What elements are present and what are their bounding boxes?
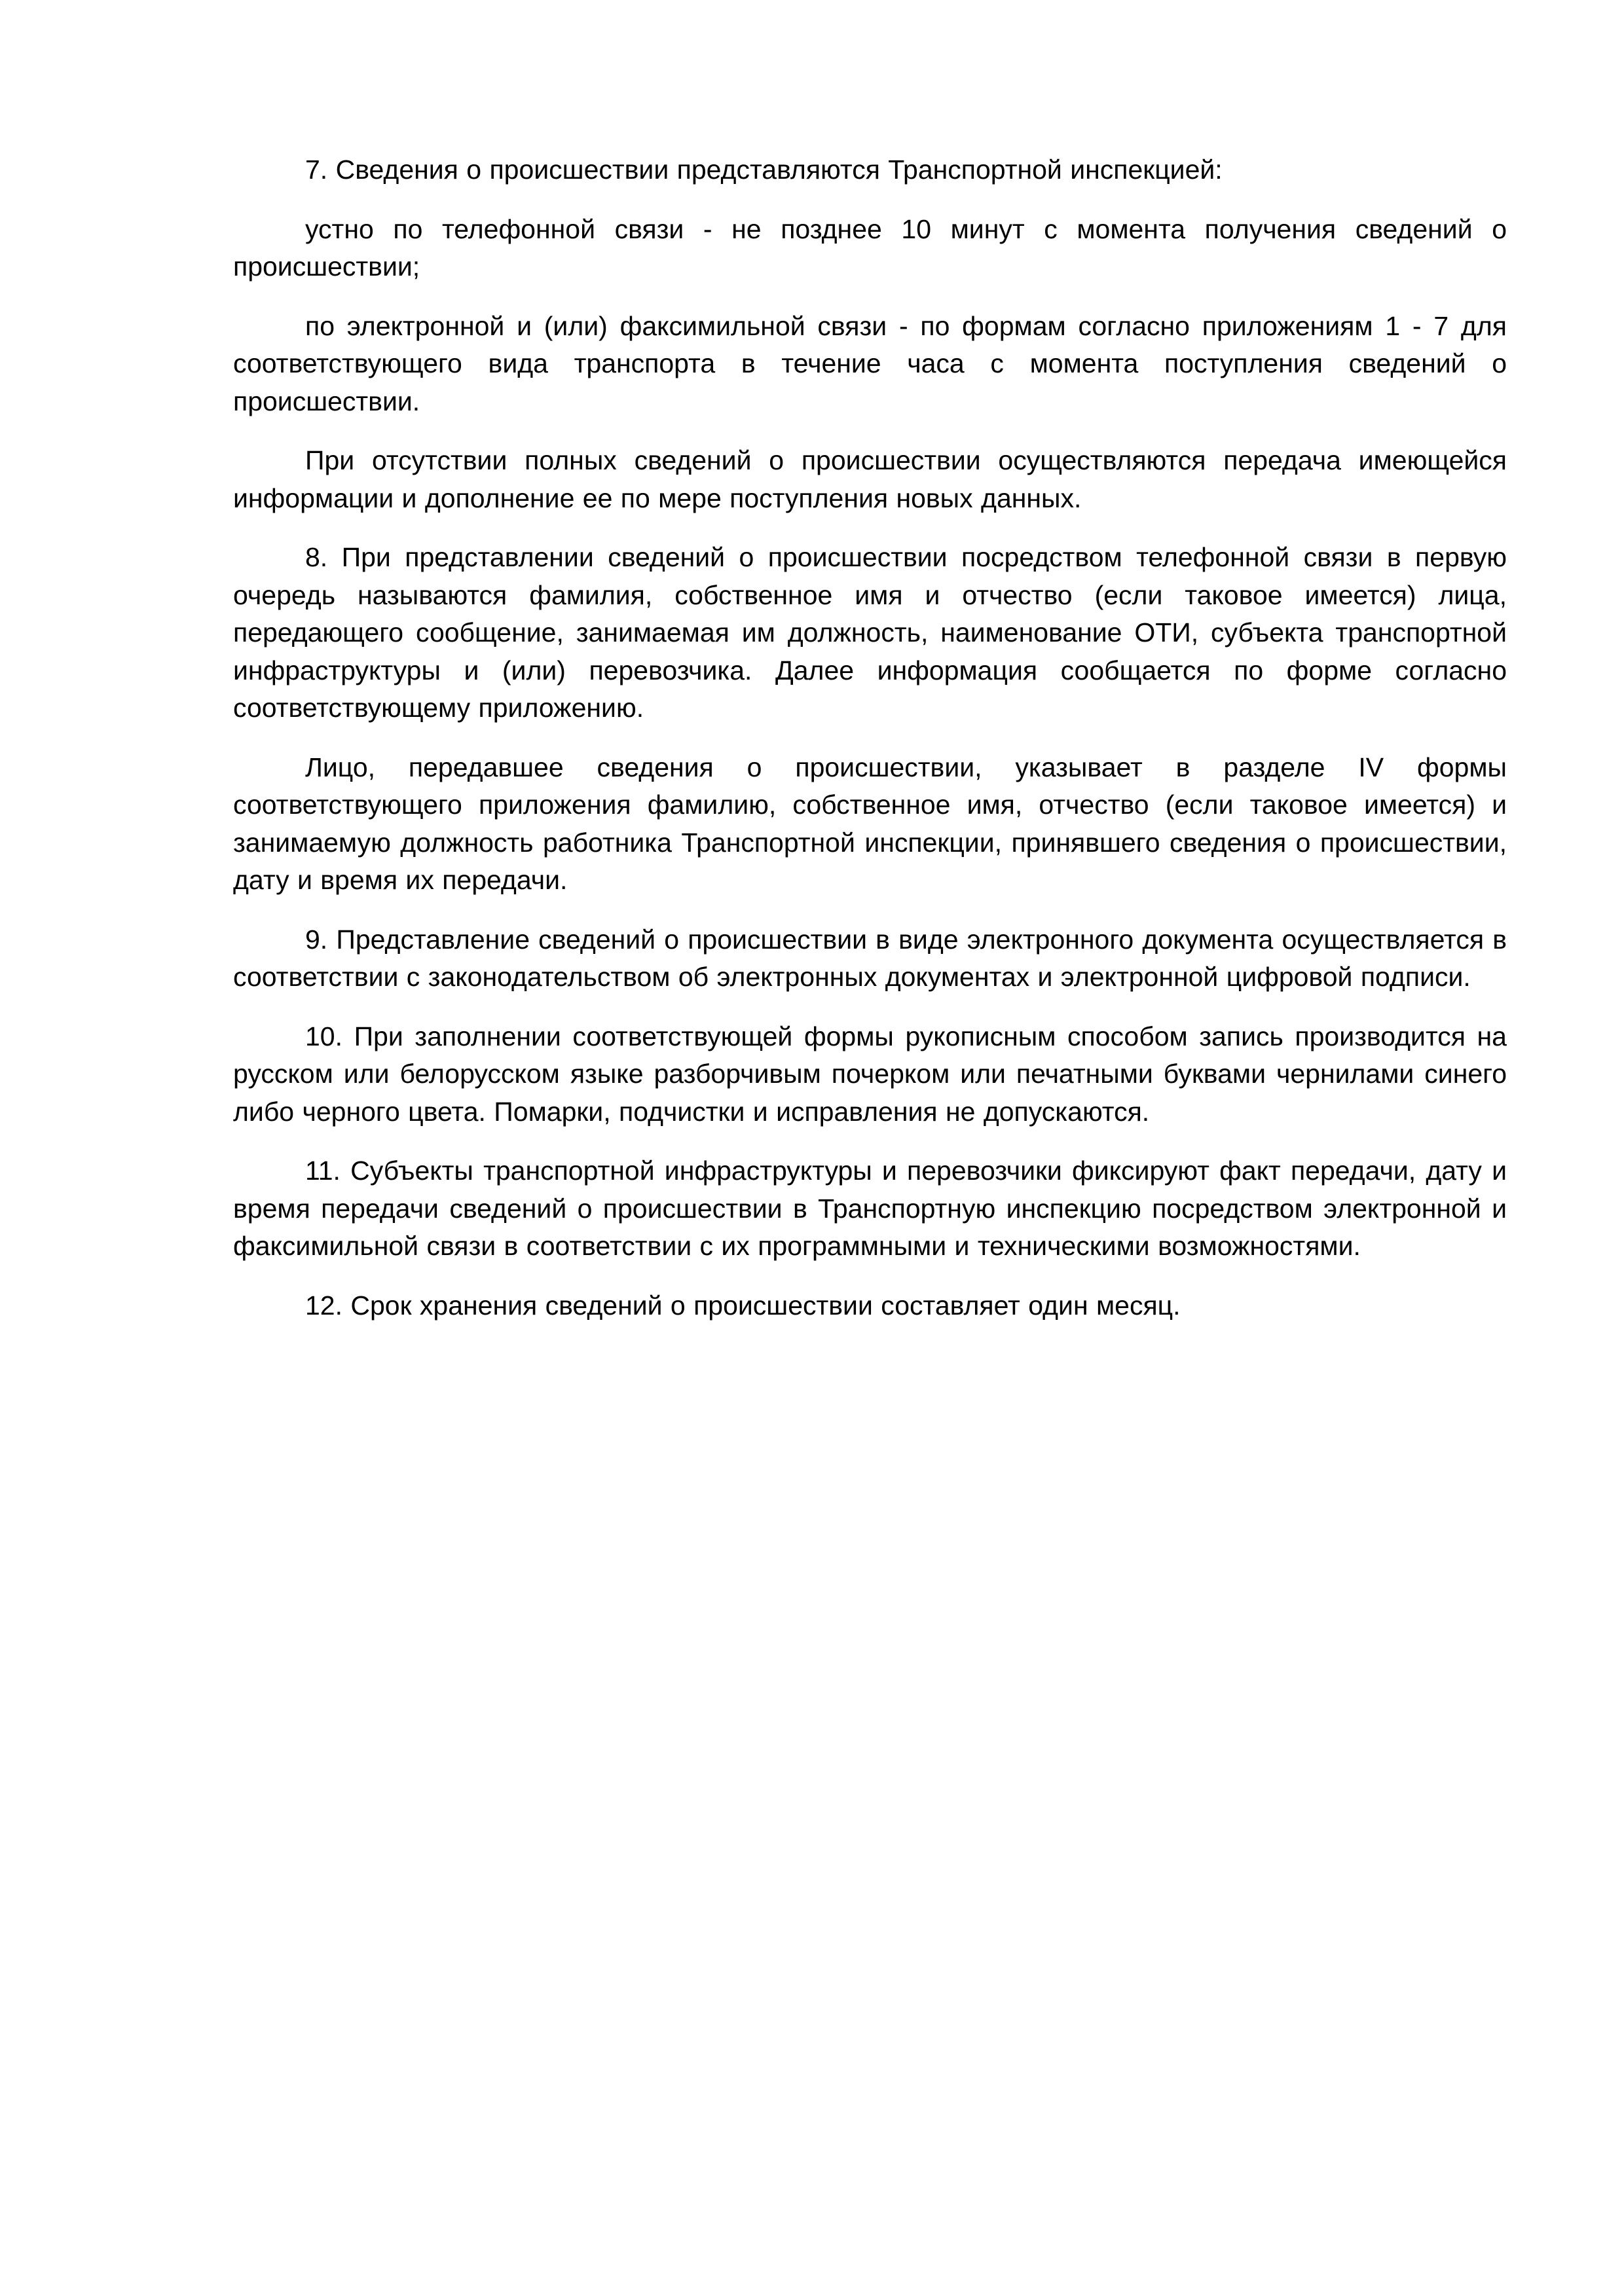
document-text-block bbox=[233, 151, 1507, 1324]
paragraph-7: 7. Сведения о происшествии представляются Транспортной инспекцией: bbox=[305, 155, 1223, 185]
paragraph-7-note: При отсутствии полных сведений о происшествии осуществляются передача имеющейся информации и дополнение ее по мере поступления новых данных. bbox=[233, 445, 1507, 513]
paragraph-10: 10. При заполнении соответствующей формы рукописным способом запись производится на русском или белорусском языке разборчивым почерком или печатными буквами чернилами синего либо черного цвета. Помарки, подчистки и исправления не допускаются. bbox=[233, 1021, 1507, 1127]
paragraph-7-item-electronic: по электронной и (или) факсимильной связи - по формам согласно приложениям 1 - 7 для соответствующего вида транспорта в течение часа с момента поступления сведений о происшествии. bbox=[233, 310, 1507, 416]
paragraph-7-item-phone: устно по телефонной связи - не позднее 10 минут с момента получения сведений о происшествии; bbox=[233, 213, 1507, 282]
paragraph-8-note: Лицо, передавшее сведения о происшествии, указывает в разделе IV формы соответствующего приложения фамилию, собственное имя, отчество (если таковое имеется) и занимаемую должность работника Транспортной инспекции, принявшего сведения о происшествии, дату и время их передачи. bbox=[233, 752, 1507, 895]
paragraph-11: 11. Субъекты транспортной инфраструктуры и перевозчики фиксируют факт передачи, дату и время передачи сведений о происшествии в Транспортную инспекцию посредством электронной и факсимильной связи в соответствии с их программными и техническими возможностями. bbox=[233, 1156, 1507, 1261]
paragraph-8: 8. При представлении сведений о происшествии посредством телефонной связи в первую очередь называются фамилия, собственное имя и отчество (если таковое имеется) лица, передающего сообщение, занимаемая им должность, наименование ОТИ, субъекта транспортной инфраструктуры и (или) перевозчика. Далее информация сообщается по форме согласно соответствующему приложению. bbox=[233, 542, 1507, 723]
paragraph-9: 9. Представление сведений о происшествии в виде электронного документа осуществляется в соответствии с законодательством об электронных документах и электронной цифровой подписи. bbox=[233, 924, 1507, 992]
paragraph-12: 12. Срок хранения сведений о происшествии составляет один месяц. bbox=[305, 1290, 1181, 1321]
